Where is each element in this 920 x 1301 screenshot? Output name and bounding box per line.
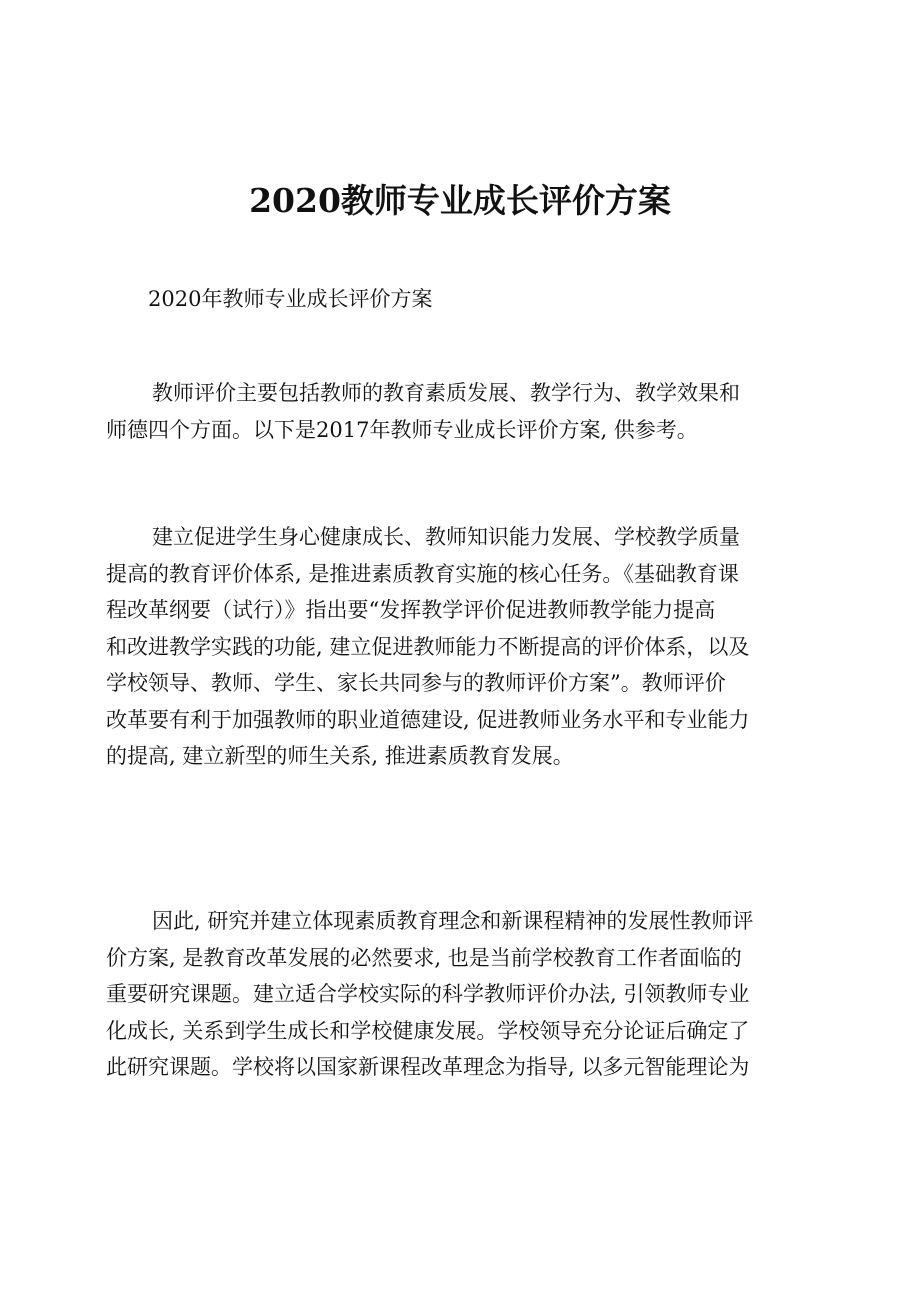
paragraph-line: 的提高, 建立新型的师生关系, 推进素质教育发展。 <box>106 744 574 768</box>
document-title: 2020教师专业成长评价方案 <box>249 181 671 220</box>
paragraph-line: 此研究课题。学校将以国家新课程改革理念为指导, 以多元智能理论为 <box>106 1055 750 1079</box>
paragraph-1 <box>106 375 816 448</box>
paragraph-line: 化成长, 关系到学生成长和学校健康发展。学校领导充分论证后确定了 <box>106 1018 750 1043</box>
paragraph-line: 学校领导、教师、学生、家长共同参与的教师评价方案”。教师评价 <box>106 671 726 695</box>
paragraph-line: 改革要有利于加强教师的职业道德建设, 促进教师业务水平和专业能力 <box>106 707 750 732</box>
paragraph-line: 师德四个方面。以下是2017年教师专业成长评价方案, 供参考。 <box>106 417 698 442</box>
paragraph-line: 重要研究课题。建立适合学校实际的科学教师评价办法, 引领教师专业 <box>106 982 750 1006</box>
paragraph-line: 教师评价主要包括教师的教育素质发展、教学行为、教学效果和 <box>152 381 740 405</box>
paragraph-line: 提高的教育评价体系, 是推进素质教育实施的核心任务。《基础教育课 <box>106 561 739 586</box>
paragraph-line: 程改革纲要（试行）》指出要“发挥教学评价促进教师教学能力提高 <box>106 598 716 622</box>
paragraph-line: 和改进教学实践的功能, 建立促进教师能力不断提高的评价体系，以及 <box>106 634 750 659</box>
paragraph-line: 价方案, 是教育改革发展的必然要求, 也是当前学校教育工作者面临的 <box>106 945 742 970</box>
paragraph-3 <box>106 903 816 1086</box>
document-subtitle: 2020年教师专业成长评价方案 <box>148 287 433 311</box>
paragraph-line: 因此, 研究并建立体现素质教育理念和新课程精神的发展性教师评 <box>152 909 754 933</box>
paragraph-2 <box>106 519 816 775</box>
paragraph-line: 建立促进学生身心健康成长、教师知识能力发展、学校教学质量 <box>152 525 740 549</box>
